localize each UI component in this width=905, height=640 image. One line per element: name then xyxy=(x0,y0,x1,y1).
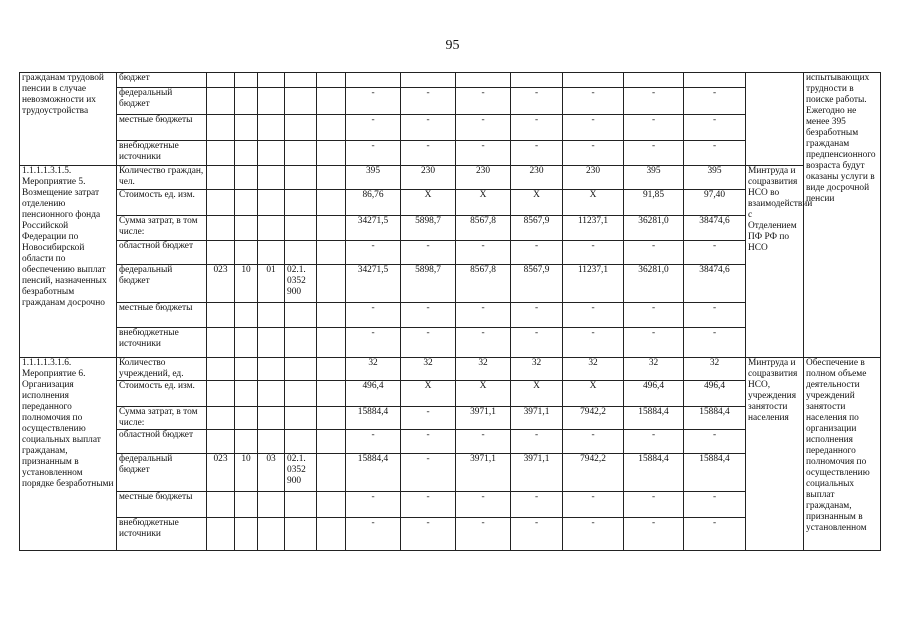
code-section-cell: 10 xyxy=(235,265,258,303)
value-cell-3: - xyxy=(511,492,563,518)
value-cell-1: Х xyxy=(401,190,456,216)
code-expense-type-cell xyxy=(317,407,346,430)
code-expense-type-cell xyxy=(317,381,346,407)
code-grbs-cell xyxy=(207,358,235,381)
code-subsection-cell xyxy=(258,328,285,358)
value-cell-6 xyxy=(684,73,746,88)
value-cell-1: 5898,7 xyxy=(401,265,456,303)
value-cell-1: - xyxy=(401,115,456,141)
value-cell-4: 7942,2 xyxy=(563,407,624,430)
value-cell-5: 36281,0 xyxy=(624,265,684,303)
indicator-cell: бюджет xyxy=(117,73,207,88)
value-cell-3: 32 xyxy=(511,358,563,381)
activity-name-cell: 1.1.1.1.3.1.5. Мероприятие 5. Возмещение затрат отделению пенсионного фонда Российской Федерации по Новосибирской области по обеспечению выплат пенсий, назначенных безработным гражданам досрочно xyxy=(20,166,117,358)
value-cell-5: - xyxy=(624,328,684,358)
code-target-item-cell xyxy=(285,216,317,241)
value-cell-2: - xyxy=(456,492,511,518)
indicator-cell: федеральный бюджет xyxy=(117,88,207,115)
code-subsection-cell xyxy=(258,430,285,454)
code-subsection-cell xyxy=(258,303,285,328)
code-section-cell xyxy=(235,88,258,115)
code-target-item-cell xyxy=(285,407,317,430)
value-cell-5: 15884,4 xyxy=(624,407,684,430)
table-row xyxy=(20,73,881,88)
value-cell-0: 395 xyxy=(346,166,401,190)
executor-cell xyxy=(746,73,804,166)
code-target-item-cell xyxy=(285,190,317,216)
code-grbs-cell xyxy=(207,407,235,430)
value-cell-0: - xyxy=(346,88,401,115)
value-cell-3: Х xyxy=(511,381,563,407)
value-cell-6: - xyxy=(684,303,746,328)
code-expense-type-cell xyxy=(317,358,346,381)
code-section-cell xyxy=(235,166,258,190)
value-cell-4: 11237,1 xyxy=(563,216,624,241)
code-subsection-cell xyxy=(258,518,285,551)
code-grbs-cell xyxy=(207,430,235,454)
code-target-item-cell xyxy=(285,166,317,190)
indicator-cell: Сумма затрат, в том числе: xyxy=(117,407,207,430)
value-cell-5: - xyxy=(624,430,684,454)
indicator-cell: Сумма затрат, в том числе: xyxy=(117,216,207,241)
value-cell-3: 3971,1 xyxy=(511,454,563,492)
value-cell-4 xyxy=(563,73,624,88)
value-cell-2: 3971,1 xyxy=(456,454,511,492)
code-expense-type-cell xyxy=(317,190,346,216)
indicator-cell: Стоимость ед. изм. xyxy=(117,190,207,216)
value-cell-3: 8567,9 xyxy=(511,265,563,303)
table-row xyxy=(20,358,881,381)
value-cell-5: - xyxy=(624,115,684,141)
value-cell-4: - xyxy=(563,141,624,166)
code-section-cell xyxy=(235,358,258,381)
value-cell-1: - xyxy=(401,430,456,454)
indicator-cell: областной бюджет xyxy=(117,241,207,265)
expected-result-cell: испытывающих трудности в поиске работы. Ежегодно не менее 395 безработным гражданам предпенсионного возраста будут оказаны услуги в виде досрочной пенсии xyxy=(804,73,881,358)
code-grbs-cell xyxy=(207,166,235,190)
value-cell-2: - xyxy=(456,88,511,115)
value-cell-0 xyxy=(346,73,401,88)
value-cell-4: - xyxy=(563,518,624,551)
value-cell-4: Х xyxy=(563,381,624,407)
value-cell-3: - xyxy=(511,241,563,265)
value-cell-5: - xyxy=(624,141,684,166)
expected-result-cell: Обеспечение в полном объеме деятельности учреждений занятости населения по организации исполнения переданного полномочия по осуществлению социальных выплат гражданам, признанным в установленном xyxy=(804,358,881,551)
value-cell-6: 38474,6 xyxy=(684,265,746,303)
code-expense-type-cell xyxy=(317,328,346,358)
value-cell-5: 36281,0 xyxy=(624,216,684,241)
code-grbs-cell xyxy=(207,73,235,88)
value-cell-1: - xyxy=(401,518,456,551)
indicator-cell: Количество учреждений, ед. xyxy=(117,358,207,381)
value-cell-4: - xyxy=(563,241,624,265)
value-cell-0: - xyxy=(346,115,401,141)
code-section-cell xyxy=(235,381,258,407)
code-grbs-cell: 023 xyxy=(207,454,235,492)
value-cell-5 xyxy=(624,73,684,88)
value-cell-2: - xyxy=(456,141,511,166)
value-cell-3: 3971,1 xyxy=(511,407,563,430)
value-cell-2: 8567,8 xyxy=(456,216,511,241)
code-grbs-cell xyxy=(207,381,235,407)
code-expense-type-cell xyxy=(317,265,346,303)
indicator-cell: федеральный бюджет xyxy=(117,454,207,492)
code-section-cell: 10 xyxy=(235,454,258,492)
code-section-cell xyxy=(235,518,258,551)
indicator-cell: внебюджетные источники xyxy=(117,141,207,166)
value-cell-1: - xyxy=(401,241,456,265)
value-cell-3: 230 xyxy=(511,166,563,190)
code-section-cell xyxy=(235,303,258,328)
value-cell-2: 3971,1 xyxy=(456,407,511,430)
code-expense-type-cell xyxy=(317,88,346,115)
value-cell-6: - xyxy=(684,328,746,358)
code-target-item-cell xyxy=(285,492,317,518)
value-cell-3: - xyxy=(511,88,563,115)
code-section-cell xyxy=(235,328,258,358)
value-cell-1: 32 xyxy=(401,358,456,381)
value-cell-4: 7942,2 xyxy=(563,454,624,492)
code-section-cell xyxy=(235,241,258,265)
value-cell-6: 15884,4 xyxy=(684,454,746,492)
value-cell-2: 32 xyxy=(456,358,511,381)
code-grbs-cell xyxy=(207,216,235,241)
code-section-cell xyxy=(235,141,258,166)
value-cell-0: - xyxy=(346,492,401,518)
code-grbs-cell xyxy=(207,241,235,265)
value-cell-0: 34271,5 xyxy=(346,216,401,241)
code-subsection-cell xyxy=(258,115,285,141)
value-cell-3: 8567,9 xyxy=(511,216,563,241)
value-cell-2: - xyxy=(456,518,511,551)
value-cell-0: - xyxy=(346,328,401,358)
value-cell-6: - xyxy=(684,518,746,551)
value-cell-1: - xyxy=(401,492,456,518)
value-cell-1: Х xyxy=(401,381,456,407)
value-cell-4: - xyxy=(563,303,624,328)
value-cell-0: - xyxy=(346,303,401,328)
value-cell-2: Х xyxy=(456,381,511,407)
value-cell-5: - xyxy=(624,492,684,518)
code-target-item-cell xyxy=(285,73,317,88)
code-expense-type-cell xyxy=(317,141,346,166)
code-target-item-cell: 02.1. 0352 900 xyxy=(285,265,317,303)
value-cell-6: - xyxy=(684,115,746,141)
code-subsection-cell xyxy=(258,190,285,216)
value-cell-2: - xyxy=(456,115,511,141)
value-cell-5: 91,85 xyxy=(624,190,684,216)
value-cell-4: 32 xyxy=(563,358,624,381)
value-cell-6: 97,40 xyxy=(684,190,746,216)
code-target-item-cell xyxy=(285,88,317,115)
executor-cell: Минтруда и соцразвития НСО во взаимодействии с Отделением ПФ РФ по НСО xyxy=(746,166,804,358)
code-target-item-cell xyxy=(285,115,317,141)
value-cell-6: - xyxy=(684,141,746,166)
code-subsection-cell xyxy=(258,88,285,115)
value-cell-4: - xyxy=(563,328,624,358)
value-cell-5: - xyxy=(624,518,684,551)
value-cell-2: 8567,8 xyxy=(456,265,511,303)
value-cell-4: - xyxy=(563,492,624,518)
code-subsection-cell xyxy=(258,241,285,265)
code-target-item-cell: 02.1. 0352 900 xyxy=(285,454,317,492)
value-cell-4: 11237,1 xyxy=(563,265,624,303)
value-cell-4: - xyxy=(563,115,624,141)
value-cell-1 xyxy=(401,73,456,88)
code-section-cell xyxy=(235,190,258,216)
value-cell-3: - xyxy=(511,303,563,328)
value-cell-0: 496,4 xyxy=(346,381,401,407)
value-cell-1: 5898,7 xyxy=(401,216,456,241)
value-cell-4: - xyxy=(563,88,624,115)
code-section-cell xyxy=(235,492,258,518)
code-grbs-cell xyxy=(207,328,235,358)
value-cell-0: - xyxy=(346,518,401,551)
value-cell-6: - xyxy=(684,241,746,265)
value-cell-1: - xyxy=(401,454,456,492)
value-cell-6: 496,4 xyxy=(684,381,746,407)
indicator-cell: федеральный бюджет xyxy=(117,265,207,303)
code-target-item-cell xyxy=(285,518,317,551)
budget-table xyxy=(19,72,881,551)
value-cell-3: Х xyxy=(511,190,563,216)
code-expense-type-cell xyxy=(317,115,346,141)
value-cell-5: 496,4 xyxy=(624,381,684,407)
value-cell-2: - xyxy=(456,241,511,265)
code-subsection-cell xyxy=(258,166,285,190)
code-section-cell xyxy=(235,407,258,430)
code-grbs-cell: 023 xyxy=(207,265,235,303)
value-cell-4: - xyxy=(563,430,624,454)
value-cell-0: - xyxy=(346,241,401,265)
code-subsection-cell: 03 xyxy=(258,454,285,492)
code-target-item-cell xyxy=(285,303,317,328)
code-subsection-cell xyxy=(258,407,285,430)
value-cell-0: 15884,4 xyxy=(346,454,401,492)
value-cell-4: 230 xyxy=(563,166,624,190)
value-cell-1: - xyxy=(401,328,456,358)
code-target-item-cell xyxy=(285,141,317,166)
code-subsection-cell xyxy=(258,381,285,407)
code-subsection-cell xyxy=(258,73,285,88)
code-subsection-cell xyxy=(258,492,285,518)
indicator-cell: Стоимость ед. изм. xyxy=(117,381,207,407)
value-cell-6: 32 xyxy=(684,358,746,381)
code-section-cell xyxy=(235,73,258,88)
value-cell-5: - xyxy=(624,241,684,265)
value-cell-0: 86,76 xyxy=(346,190,401,216)
indicator-cell: местные бюджеты xyxy=(117,115,207,141)
value-cell-0: - xyxy=(346,141,401,166)
activity-name-cell: 1.1.1.1.3.1.6. Мероприятие 6. Организация исполнения переданного полномочия по осуществлению социальных выплат гражданам, признанным в установленном порядке безработными xyxy=(20,358,117,551)
code-target-item-cell xyxy=(285,328,317,358)
code-expense-type-cell xyxy=(317,518,346,551)
indicator-cell: местные бюджеты xyxy=(117,303,207,328)
code-target-item-cell xyxy=(285,430,317,454)
value-cell-3: - xyxy=(511,430,563,454)
value-cell-3: - xyxy=(511,518,563,551)
value-cell-3: - xyxy=(511,141,563,166)
value-cell-4: Х xyxy=(563,190,624,216)
code-grbs-cell xyxy=(207,141,235,166)
value-cell-6: - xyxy=(684,430,746,454)
code-subsection-cell: 01 xyxy=(258,265,285,303)
indicator-cell: внебюджетные источники xyxy=(117,328,207,358)
code-expense-type-cell xyxy=(317,303,346,328)
value-cell-6: - xyxy=(684,88,746,115)
activity-name-cell: гражданам трудовой пенсии в случае невозможности их трудоустройства xyxy=(20,73,117,166)
value-cell-0: 34271,5 xyxy=(346,265,401,303)
value-cell-2 xyxy=(456,73,511,88)
value-cell-6: 15884,4 xyxy=(684,407,746,430)
code-section-cell xyxy=(235,115,258,141)
value-cell-0: 32 xyxy=(346,358,401,381)
value-cell-1: - xyxy=(401,88,456,115)
value-cell-2: - xyxy=(456,328,511,358)
code-subsection-cell xyxy=(258,141,285,166)
value-cell-2: - xyxy=(456,303,511,328)
value-cell-5: - xyxy=(624,88,684,115)
value-cell-2: 230 xyxy=(456,166,511,190)
code-grbs-cell xyxy=(207,88,235,115)
code-expense-type-cell xyxy=(317,216,346,241)
value-cell-3: - xyxy=(511,328,563,358)
value-cell-6: 38474,6 xyxy=(684,216,746,241)
code-subsection-cell xyxy=(258,216,285,241)
code-grbs-cell xyxy=(207,492,235,518)
value-cell-5: 395 xyxy=(624,166,684,190)
code-section-cell xyxy=(235,430,258,454)
value-cell-1: 230 xyxy=(401,166,456,190)
code-expense-type-cell xyxy=(317,430,346,454)
code-subsection-cell xyxy=(258,358,285,381)
value-cell-0: - xyxy=(346,430,401,454)
executor-cell: Минтруда и соцразвития НСО, учреждения занятости населения xyxy=(746,358,804,551)
value-cell-0: 15884,4 xyxy=(346,407,401,430)
indicator-cell: внебюджетные источники xyxy=(117,518,207,551)
value-cell-3: - xyxy=(511,115,563,141)
code-grbs-cell xyxy=(207,303,235,328)
code-grbs-cell xyxy=(207,518,235,551)
code-expense-type-cell xyxy=(317,492,346,518)
value-cell-5: 15884,4 xyxy=(624,454,684,492)
value-cell-1: - xyxy=(401,407,456,430)
indicator-cell: местные бюджеты xyxy=(117,492,207,518)
table-row xyxy=(20,166,881,190)
code-grbs-cell xyxy=(207,115,235,141)
value-cell-6: 395 xyxy=(684,166,746,190)
value-cell-1: - xyxy=(401,303,456,328)
value-cell-1: - xyxy=(401,141,456,166)
code-target-item-cell xyxy=(285,241,317,265)
code-grbs-cell xyxy=(207,190,235,216)
value-cell-6: - xyxy=(684,492,746,518)
code-expense-type-cell xyxy=(317,241,346,265)
indicator-cell: Количество граждан, чел. xyxy=(117,166,207,190)
value-cell-5: 32 xyxy=(624,358,684,381)
code-expense-type-cell xyxy=(317,166,346,190)
code-target-item-cell xyxy=(285,381,317,407)
code-section-cell xyxy=(235,216,258,241)
code-target-item-cell xyxy=(285,358,317,381)
value-cell-2: Х xyxy=(456,190,511,216)
page-number: 95 xyxy=(445,38,460,53)
code-expense-type-cell xyxy=(317,454,346,492)
indicator-cell: областной бюджет xyxy=(117,430,207,454)
value-cell-5: - xyxy=(624,303,684,328)
code-expense-type-cell xyxy=(317,73,346,88)
value-cell-2: - xyxy=(456,430,511,454)
value-cell-3 xyxy=(511,73,563,88)
